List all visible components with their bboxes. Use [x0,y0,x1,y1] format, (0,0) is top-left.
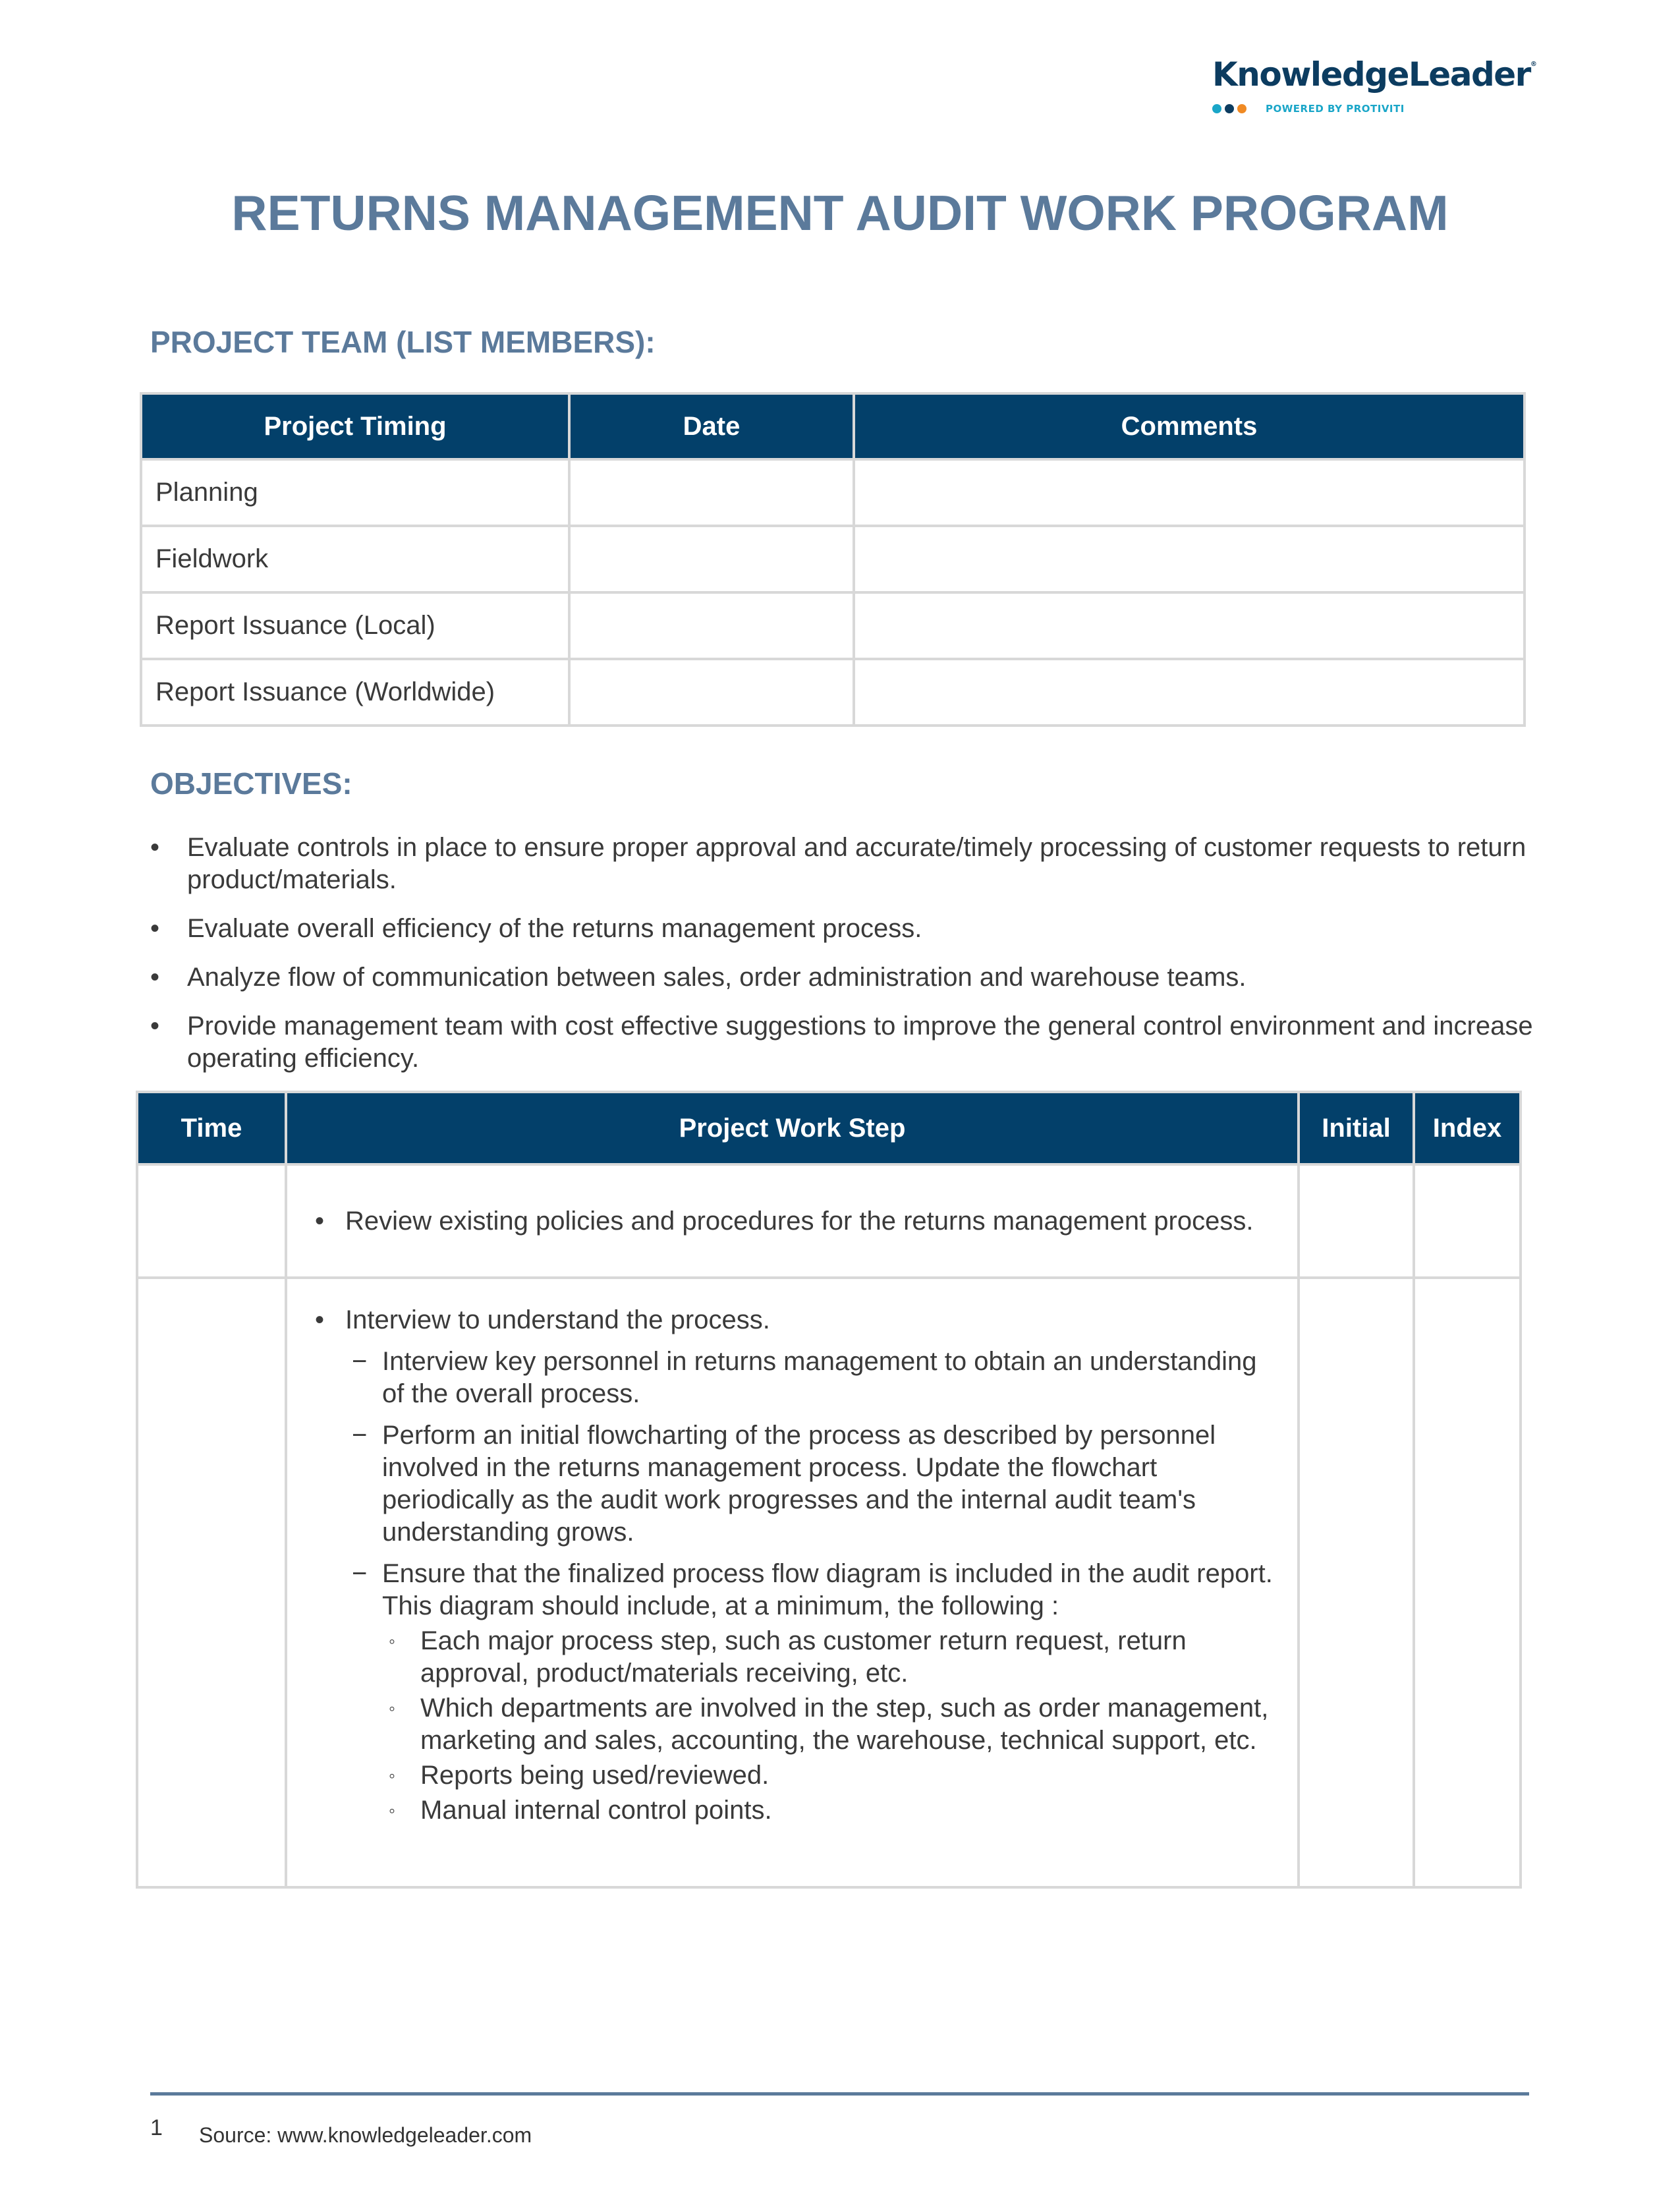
table-row [141,592,1525,659]
objectives-list [150,832,1534,1091]
project-timing-table [140,392,1526,727]
work-step-item [300,1304,1284,1336]
date-cell[interactable] [569,659,854,726]
date-cell[interactable] [569,592,854,659]
logo-dot-teal-icon [1212,104,1221,113]
logo-wordmark-text: KnowledgeLeader [1212,55,1530,94]
footer-divider [150,2092,1529,2096]
work-substep-text: Perform an initial flowcharting of the process as described by personnel involved in the returns management process. Update the flowchart periodically as the audit work progresses and the internal audit team's understanding grows. [382,1421,1216,1547]
table-header-row [137,1092,1521,1164]
work-step-cell [286,1278,1299,1887]
table-row [141,459,1525,526]
index-cell[interactable] [1414,1278,1521,1887]
source-text: Source: www.knowledgeleader.com [199,2123,532,2147]
work-subsubstep-text: Reports being used/reviewed. [420,1761,770,1790]
table-row [141,659,1525,726]
logo-tagline: POWERED BY PROTIVITI [1266,103,1405,115]
bullet-icon: • [150,1012,160,1041]
objective-text: Evaluate overall efficiency of the returns management process. [187,914,922,943]
objective-item [150,961,1534,994]
comments-cell[interactable] [854,526,1525,592]
timing-cell: Fieldwork [141,526,569,592]
work-substep-item [300,1558,1284,1622]
work-subsubstep-item [300,1625,1284,1690]
table-row [137,1278,1521,1887]
dash-icon: − [352,1347,368,1376]
circle-bullet-icon: ◦ [389,1765,395,1786]
table-header-row [141,393,1525,459]
bullet-icon: • [150,963,160,992]
logo-dot-orange-icon [1237,104,1246,113]
col-header-project-timing: Project Timing [141,393,569,459]
work-substep-text: Interview key personnel in returns management to obtain an understanding of the overall process. [382,1347,1257,1408]
circle-bullet-icon: ◦ [389,1800,395,1821]
logo-dot-navy-icon [1225,104,1234,113]
work-subsubstep-item [300,1759,1284,1792]
bullet-icon: • [315,1206,325,1236]
work-step-text: Interview to understand the process. [345,1305,770,1334]
objectives-heading: OBJECTIVES: [150,766,352,801]
col-header-project-work-step: Project Work Step [286,1092,1299,1164]
col-header-index: Index [1414,1092,1521,1164]
work-subsubstep-item [300,1692,1284,1757]
col-header-initial: Initial [1299,1092,1414,1164]
work-substep-item [300,1419,1284,1549]
page-title: RETURNS MANAGEMENT AUDIT WORK PROGRAM [231,185,1449,241]
comments-cell[interactable] [854,592,1525,659]
bullet-icon: • [150,914,160,943]
work-subsubstep-text: Which departments are involved in the step, such as order management, marketing and sales, accounting, the warehouse, technical support, etc. [420,1694,1269,1755]
objective-item [150,832,1534,896]
comments-cell[interactable] [854,659,1525,726]
table-row [137,1164,1521,1278]
bullet-icon: • [315,1305,325,1334]
timing-cell: Report Issuance (Worldwide) [141,659,569,726]
index-cell[interactable] [1414,1164,1521,1278]
work-substep-item [300,1346,1284,1410]
registered-mark: ® [1530,61,1537,68]
initial-cell[interactable] [1299,1164,1414,1278]
initial-cell[interactable] [1299,1278,1414,1887]
objective-text: Evaluate controls in place to ensure proper approval and accurate/timely processing of customer requests to return product/materials. [187,833,1526,894]
work-step-text: Review existing policies and procedures for the returns management process. [345,1206,1254,1236]
objective-text: Analyze flow of communication between sales, order administration and warehouse teams. [187,963,1246,992]
page-number: 1 [150,2115,163,2140]
logo-tagline-row [1212,103,1528,115]
work-subsubstep-item [300,1794,1284,1827]
knowledgeleader-logo [1212,55,1537,115]
work-subsubstep-text: Manual internal control points. [420,1796,772,1825]
timing-cell: Report Issuance (Local) [141,592,569,659]
date-cell[interactable] [569,459,854,526]
work-step-list [300,1304,1284,1827]
objective-item [150,1010,1534,1075]
time-cell[interactable] [137,1278,286,1887]
logo-wordmark [1212,55,1537,94]
work-subsubstep-text: Each major process step, such as customer return request, return approval, product/materials receiving, etc. [420,1626,1187,1688]
col-header-time: Time [137,1092,286,1164]
circle-bullet-icon: ◦ [389,1631,395,1651]
work-program-table [136,1091,1522,1889]
circle-bullet-icon: ◦ [389,1698,395,1719]
dash-icon: − [352,1421,368,1450]
work-substep-text: Ensure that the finalized process flow diagram is included in the audit report. This diagram should include, at a minimum, the following : [382,1559,1273,1620]
bullet-icon: • [150,833,160,862]
time-cell[interactable] [137,1164,286,1278]
objective-text: Provide management team with cost effective suggestions to improve the general control environment and increase operating efficiency. [187,1012,1533,1073]
table-row [141,526,1525,592]
dash-icon: − [352,1559,368,1588]
work-step-list [300,1205,1284,1238]
col-header-comments: Comments [854,393,1525,459]
objective-item [150,913,1534,945]
date-cell[interactable] [569,526,854,592]
comments-cell[interactable] [854,459,1525,526]
work-step-cell [286,1164,1299,1278]
col-header-date: Date [569,393,854,459]
work-step-item [300,1205,1284,1238]
timing-cell: Planning [141,459,569,526]
project-team-heading: PROJECT TEAM (LIST MEMBERS): [150,325,656,359]
